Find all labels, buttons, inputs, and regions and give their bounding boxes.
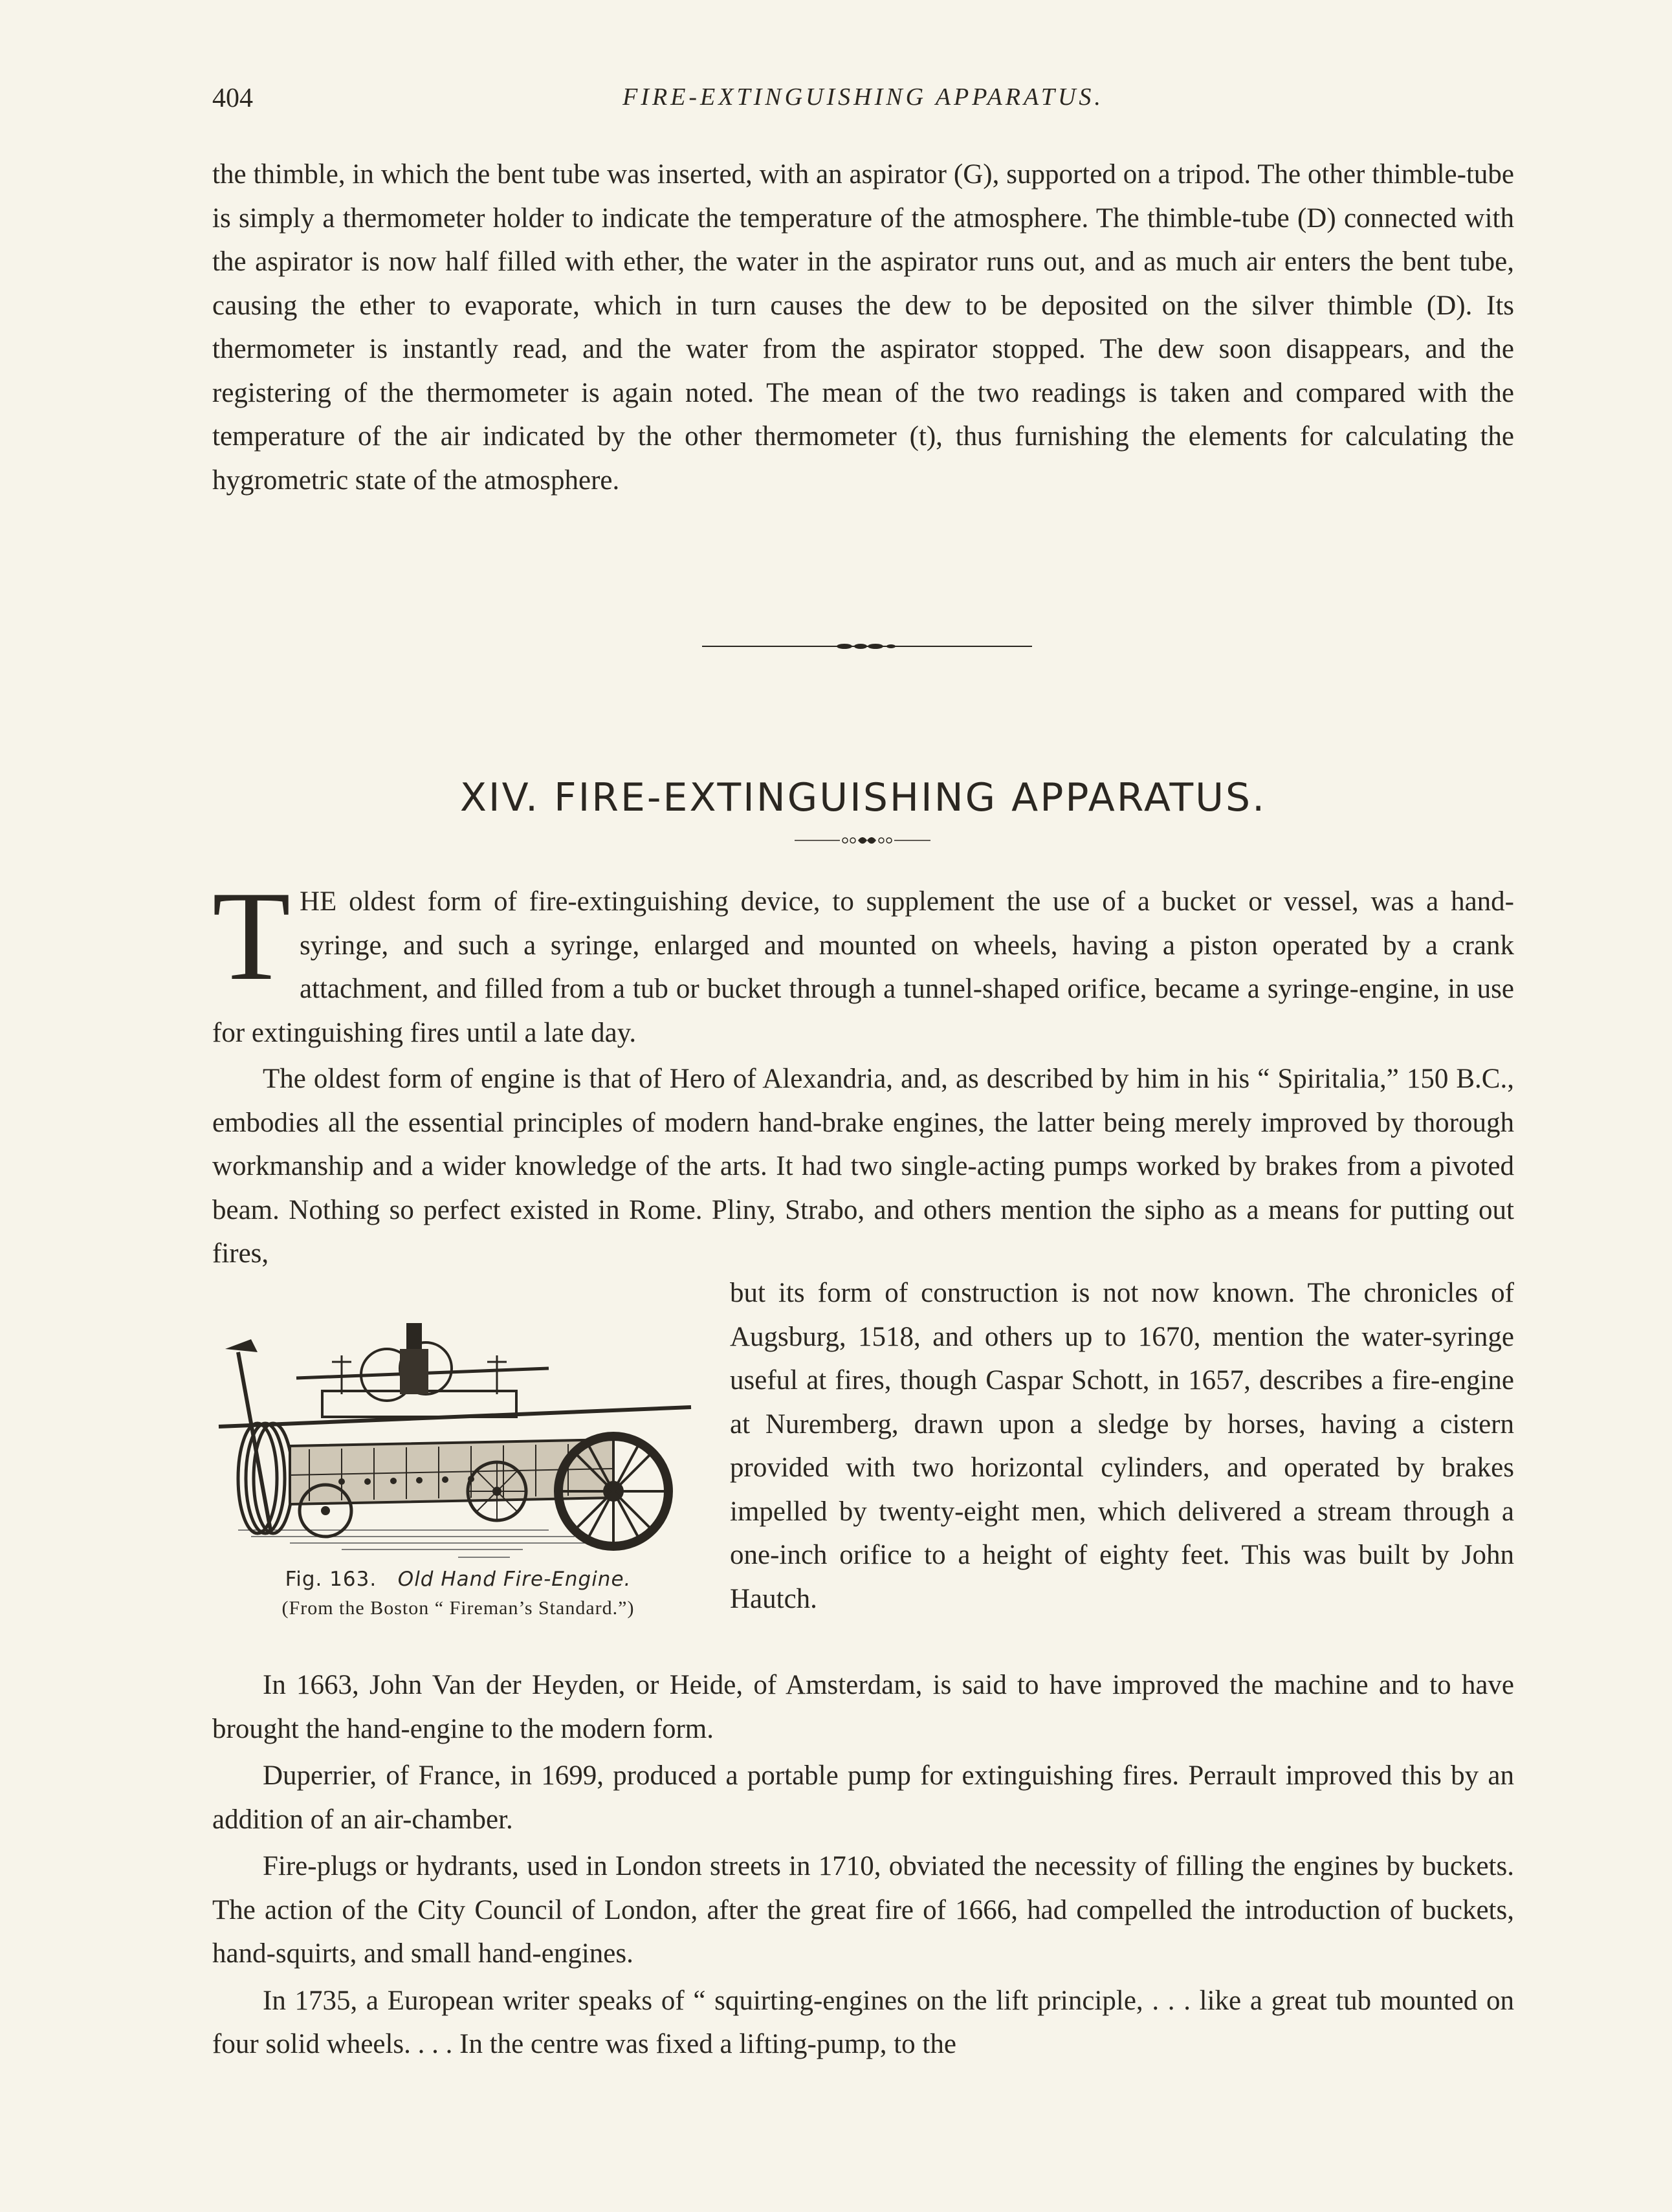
drop-cap: T bbox=[212, 865, 291, 1007]
running-head bbox=[212, 83, 1514, 122]
figure-caption bbox=[212, 1568, 704, 1591]
continuation-text bbox=[212, 1663, 1514, 2066]
section-divider-rule bbox=[702, 638, 1032, 655]
running-title: FIRE-EXTINGUISHING APPARATUS. bbox=[622, 83, 1104, 111]
chapter-heading: XIV. FIRE-EXTINGUISHING APPARATUS. bbox=[459, 775, 1267, 821]
paragraph-5: Fire-plugs or hydrants, used in London streets in 1710, obviated the necessity of filling the engines by buckets. The action of the City Council of London, after the great fire of 1666, had compelled the introduction of buckets, hand-squirts, and small hand-engines. bbox=[212, 1851, 1514, 1969]
page-number: 404 bbox=[212, 83, 253, 113]
intro-paragraph: the thimble, in which the bent tube was inserted, with an aspirator (G), supported on a tripod. The other thimble-tube is simply a thermometer holder to indicate the temperature of the atmosphere. The thimble-tube (D) connected with the aspirator is now half filled with ether, the water in the aspirator runs out, and as much air enters the bent tube, causing the ether to evaporate, which in turn causes the dew to be deposited on the silver thimble (D). Its thermometer is instantly read, and the water from the aspirator stopped. The dew soon disappears, and the registering of the thermometer is again noted. The mean of the two readings is taken and compared with the temperature of the air indicated by the other thermometer (t), thus furnishing the elements for calculating the hygrometric state of the atmosphere. bbox=[212, 159, 1514, 496]
ornament-divider bbox=[795, 831, 930, 850]
hand-fire-engine-illustration bbox=[212, 1317, 704, 1562]
paragraph-6: In 1735, a European writer speaks of “ squirting-engines on the lift principle, . . . like a great tub mounted on four solid wheels. . . . In the centre was fixed a lifting-pump, to the bbox=[212, 1985, 1514, 2059]
paragraph-1-text: HE oldest form of fire-extinguishing device, to supplement the use of a bucket or vessel, was a hand-syringe, and such a syringe, enlarged and mounted on wheels, having a piston operated by a crank attachment, and filled from a tub or bucket through a tunnel-shaped orifice, became a syringe-engine, in use for extinguishing fires until a late day. bbox=[212, 886, 1514, 1048]
figure-label: Fig. 163. bbox=[285, 1568, 377, 1591]
text-beside-figure bbox=[730, 1271, 1514, 1621]
paragraph-4: Duperrier, of France, in 1699, produced a portable pump for extinguishing fires. Perrault improved this by an addition of an air-chamber. bbox=[212, 1760, 1514, 1835]
paragraph-2-continued: but its form of construction is not now known. The chronicles of Augsburg, 1518, and others up to 1670, mention the water-syringe useful at fires, though Caspar Schott, in 1657, describes a fire-engine at Nuremberg, drawn upon a sledge by horses, having a cistern provided with two horizontal cylinders, and operated by brakes impelled by twenty-eight men, which delivered a stream through a one-inch orifice to a height of eighty feet. This was built by John Hautch. bbox=[730, 1278, 1514, 1614]
figure-source: (From the Boston “ Fireman’s Standard.”) bbox=[281, 1597, 635, 1619]
intro-text-block bbox=[212, 153, 1514, 502]
figure-163 bbox=[212, 1317, 704, 1619]
chapter-opening-text bbox=[212, 865, 1514, 1276]
paragraph-1 bbox=[212, 865, 1514, 1055]
paragraph-2: The oldest form of engine is that of Hero of Alexandria, and, as described by him in his “ Spiritalia,” 150 B.C., embodies all the essential principles of modern hand-brake engines, the latter being merely improved by thorough workmanship and a wider knowledge of the arts. It had two single-acting pumps worked by brakes from a pivoted beam. Nothing so perfect existed in Rome. Pliny, Strabo, and others mention the sipho as a means for putting out fires, bbox=[212, 1064, 1514, 1269]
figure-title: Old Hand Fire-Engine. bbox=[397, 1568, 632, 1591]
paragraph-3: In 1663, John Van der Heyden, or Heide, of Amsterdam, is said to have improved the machine and to have brought the hand-engine to the modern form. bbox=[212, 1670, 1514, 1744]
